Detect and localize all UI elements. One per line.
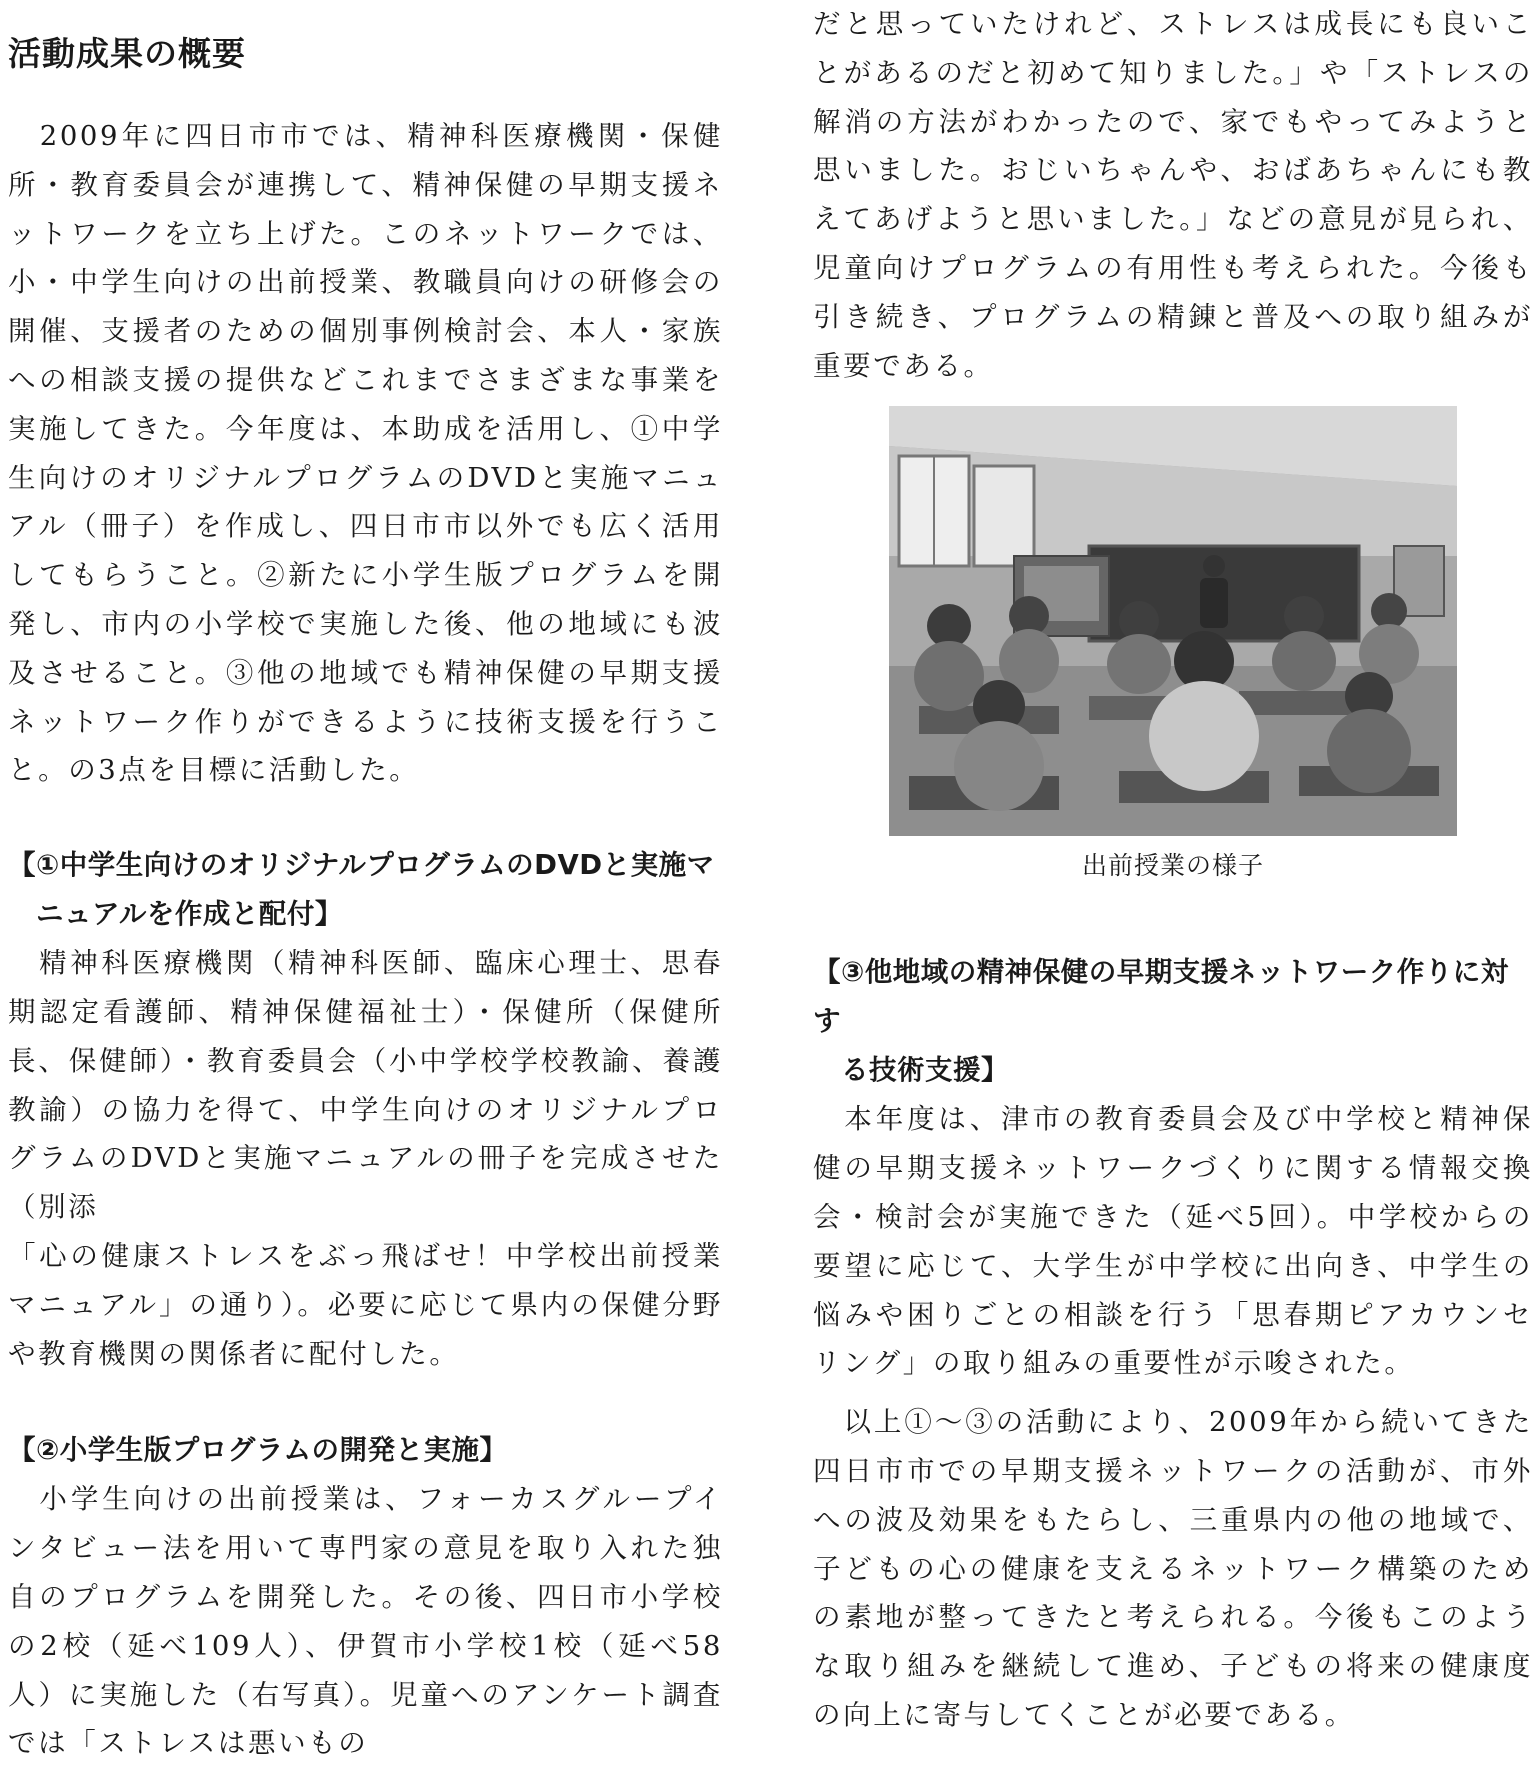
page-title: 活動成果の概要 bbox=[8, 34, 246, 73]
left-column bbox=[8, 0, 723, 1768]
intro-paragraph: 2009年に四日市市では、精神科医療機関・保健所・教育委員会が連携して、精神保健の早期支援ネットワークを立ち上げた。このネットワークでは、小・中学生向けの出前授業、教職員向けの研修会の開催、支援者のための個別事例検討会、本人・家族への相談支援の提供などこれまでさまざまな事業を実施してきた。今年度は、本助成を活用し、①中学生向けのオリジナルプログラムのDVDと実施マニュアル（冊子）を作成し、四日市市以外でも広く活用してもらうこと。②新たに小学生版プログラムを開発し、市内の小学校で実施した後、他の地域にも波及させること。③他の地域でも精神保健の早期支援ネットワーク作りができるように技術支援を行うこと。の3点を目標に活動した。 bbox=[8, 120, 723, 787]
section2-body: 小学生向けの出前授業は、フォーカスグループインタビュー法を用いて専門家の意見を取り入れた独自のプログラムを開発した。その後、四日市小学校の2校（延べ109人）、伊賀市小学校1校（延べ58人）に実施した（右写真）。児童へのアンケート調査では「ストレスは悪いもの bbox=[8, 1483, 723, 1760]
section1-heading: 【①中学生向けのオリジナルプログラムのDVDと実施マ ニュアルを作成と配付】 bbox=[8, 849, 715, 931]
photo-caption: 出前授業の様子 bbox=[1081, 851, 1264, 881]
section2-heading: 【②小学生版プログラムの開発と実施】 bbox=[8, 1434, 508, 1467]
section3-body: 本年度は、津市の教育委員会及び中学校と精神保健の早期支援ネットワークづくりに関する情報交換会・検討会が実施できた（延べ5回）。中学校からの要望に応じて、大学生が中学校に出向き、中学生の悩みや困りごとの相談を行う「思春期ピアカウンセリング」の取り組みの重要性が示唆された。 bbox=[813, 1103, 1533, 1380]
section3-heading: 【③他地域の精神保健の早期支援ネットワーク作りに対す る技術支援】 bbox=[813, 956, 1509, 1087]
continuation-paragraph: だと思っていたけれど、ストレスは成長にも良いことがあるのだと初めて知りました。」や「ストレスの解消の方法がわかったので、家でもやってみようと思いました。おじいちゃんや、おばあちゃんにも教えてあげようと思いました。」などの意見が見られ、児童向けプログラムの有用性も考えられた。今後も引き続き、プログラムの精錬と普及への取り組みが重要である。 bbox=[813, 8, 1533, 382]
conclusion-paragraph: 以上①～③の活動により、2009年から続いてきた四日市市での早期支援ネットワークの活動が、市外への波及効果をもたらし、三重県内の他の地域で、子どもの心の健康を支えるネットワーク構築のための素地が整ってきたと考えられる。今後もこのような取り組みを継続して進め、子どもの将来の健康度の向上に寄与してくことが必要である。 bbox=[813, 1406, 1533, 1731]
section1-body: 精神科医療機関（精神科医師、臨床心理士、思春期認定看護師、精神保健福祉士）・保健所（保健所長、保健師）・教育委員会（小中学校学校教諭、養護教諭）の協力を得て、中学生向けのオリジナルプログラムのDVDと実施マニュアルの冊子を完成させた（別添 「心の健康ストレスをぶっ飛ばせ！中学校出前授業マニュアル」の通り）。必要に応じて県内の保健分野や教育機関の関係者に配付した。 bbox=[8, 947, 723, 1370]
classroom-photo bbox=[889, 406, 1457, 836]
right-column bbox=[813, 0, 1533, 1740]
